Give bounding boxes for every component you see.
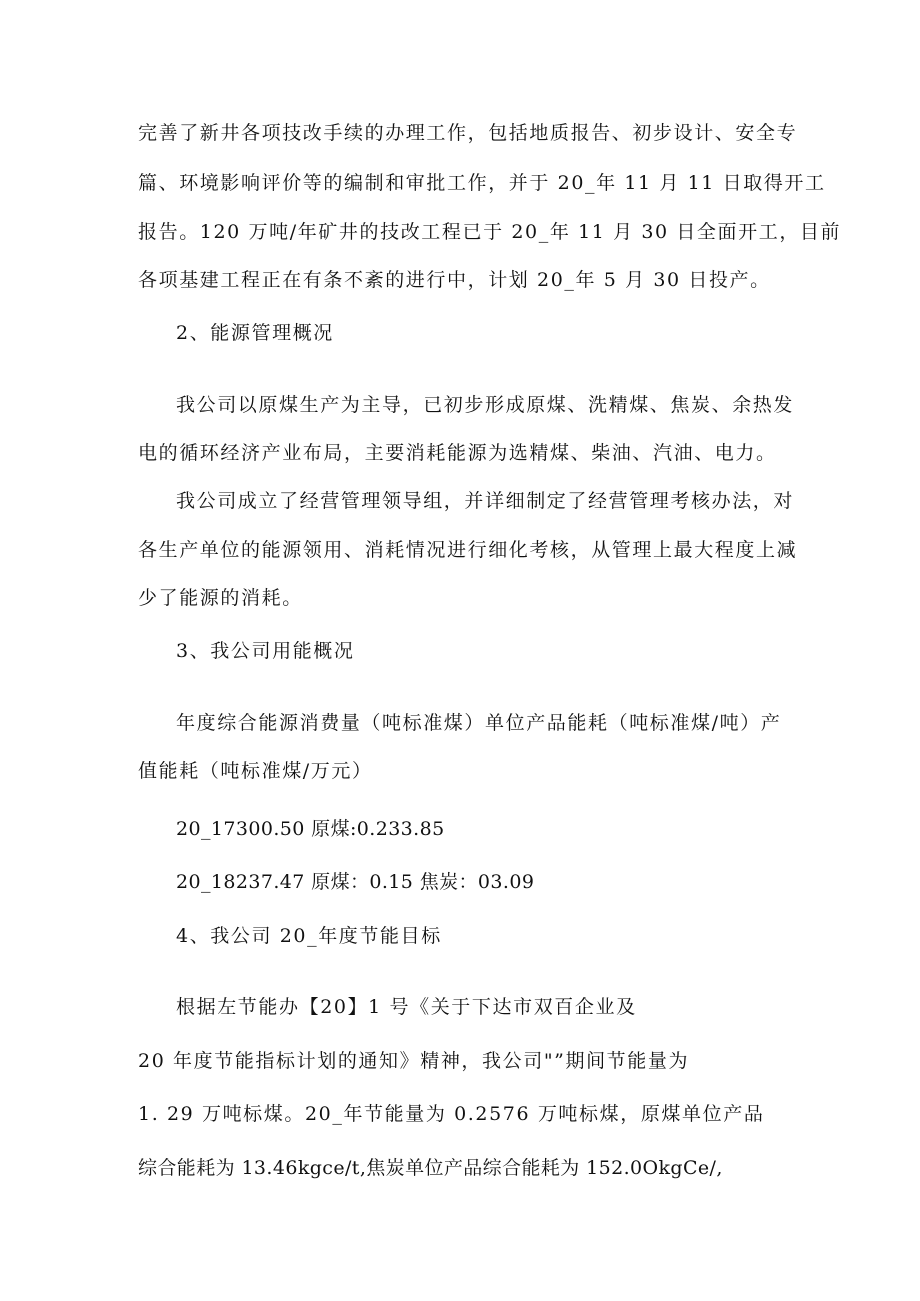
text-line: 我公司成立了经营管理领导组，并详细制定了经营管理考核办法，对 [176,490,795,512]
section-heading: 3、我公司用能概况 [176,640,355,662]
section-heading: 2、能源管理概况 [176,322,334,344]
data-row: 20_17300.50 原煤:0.233.85 [176,818,445,840]
text-line: 完善了新井各项技改手续的办理工作，包括地质报告、初步设计、安全专 [138,122,798,144]
text-line: 电的循环经济产业布局，主要消耗能源为选精煤、柴油、汽油、电力。 [138,442,777,464]
text-line: 我公司以原煤生产为主导，已初步形成原煤、洗精煤、焦炭、余热发 [176,394,795,416]
text-line: 值能耗（吨标准煤/万元） [138,760,373,782]
text-line: 报告。120 万吨/年矿井的技改工程已于 20_年 11 月 30 日全面开工，目前 [138,221,842,243]
text-line: 少了能源的消耗。 [138,587,303,609]
text-line: 篇、环境影响评价等的编制和审批工作，并于 20_年 11 月 11 日取得开工 [138,172,826,194]
text-line: 各项基建工程正在有条不紊的进行中，计划 20_年 5 月 30 日投产。 [138,269,771,291]
text-line: 各生产单位的能源领用、消耗情况进行细化考核，从管理上最大程度上减 [138,539,798,561]
text-line: 年度综合能源消费量（吨标准煤）单位产品能耗（吨标准煤/吨）产 [176,712,782,734]
text-line: 综合能耗为 13.46kgce/t,焦炭单位产品综合能耗为 152.0OkgCe/, [138,1157,723,1179]
text-line: 根据左节能办【20】1 号《关于下达市双百企业及 [176,996,637,1018]
text-line: 20 年度节能指标计划的通知》精神，我公司"”期间节能量为 [138,1050,690,1072]
section-heading: 4、我公司 20_年度节能目标 [176,925,442,947]
text-line: 1. 29 万吨标煤。20_年节能量为 0.2576 万吨标煤，原煤单位产品 [138,1103,765,1125]
data-row: 20_18237.47 原煤：0.15 焦炭：03.09 [176,871,535,893]
